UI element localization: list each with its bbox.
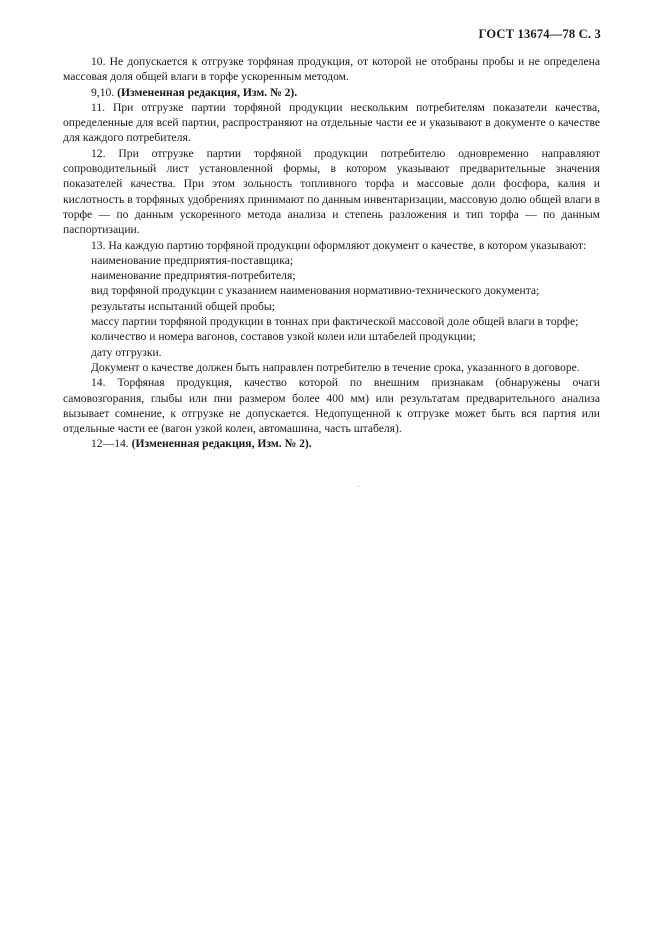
paragraph-13: 13. На каждую партию торфяной продукции оформляют документ о качестве, в котором указывают: xyxy=(91,238,587,252)
list-item: наименование предприятия-поставщика; xyxy=(91,253,294,267)
paragraph-14: 14. Торфяная продукция, качество которой по внешним признакам (обнаружены очаги самовозгорания, глыбы или пни размером более 400 мм) или результатам предварительного анализа вызывает сомнение, к отгрузке не допускается. Недопущенной к отгрузке может быть вся партия или отдельные части ее (вагон узкой колеи, автомашина, часть штабеля). xyxy=(63,376,600,436)
amendment-text: (Измененная редакция, Изм. № 2). xyxy=(117,85,298,99)
scan-speck xyxy=(358,486,359,487)
list-item: результаты испытаний общей пробы; xyxy=(91,299,275,313)
amendment-note-9-10 xyxy=(63,85,600,100)
amendment-note-12-14 xyxy=(63,436,600,451)
list-item: вид торфяной продукции с указанием наименования нормативно-технического документа; xyxy=(91,284,540,298)
paragraph-12: 12. При отгрузке партии торфяной продукции потребителю одновременно направляют сопроводительный лист установленной формы, в котором указывают предварительные значения показателей качества. При этом зольность топливного торфа и массовые доли фосфора, калия и кислотность в торфяных удобрениях принимают по данным инвентаризации, массовую долю общей влаги в торфе — по данным ускоренного метода анализа и степень разложения и тип торфа — по данным паспортизации. xyxy=(63,146,600,237)
paragraph-10: 10. Не допускается к отгрузке торфяная продукция, от которой не отобраны пробы и не определена массовая доля общей влаги в торфе ускоренным методом. xyxy=(63,55,600,84)
amendment-text: (Измененная редакция, Изм. № 2). xyxy=(131,437,312,451)
document-body xyxy=(63,54,600,452)
paragraph-13-document: Документ о качестве должен быть направлен потребителю в течение срока, указанного в договоре. xyxy=(91,360,580,374)
amendment-number: 9,10. xyxy=(91,85,115,99)
paragraph-11: 11. При отгрузке партии торфяной продукции нескольким потребителям показатели качества, определенные для всей партии, распространяют на отдельные части ее и указывают в документе о качестве для каждого потребителя. xyxy=(63,100,600,145)
list-item: количество и номера вагонов, составов узкой колеи или штабелей продукции; xyxy=(91,330,476,344)
amendment-number: 12—14. xyxy=(91,437,129,451)
list-item: наименование предприятия-потребителя; xyxy=(91,269,296,283)
list-item: массу партии торфяной продукции в тоннах при фактической массовой доле общей влаги в торфе; xyxy=(91,315,579,329)
list-item: дату отгрузки. xyxy=(91,345,162,359)
page-header: ГОСТ 13674—78 С. 3 xyxy=(478,27,601,41)
